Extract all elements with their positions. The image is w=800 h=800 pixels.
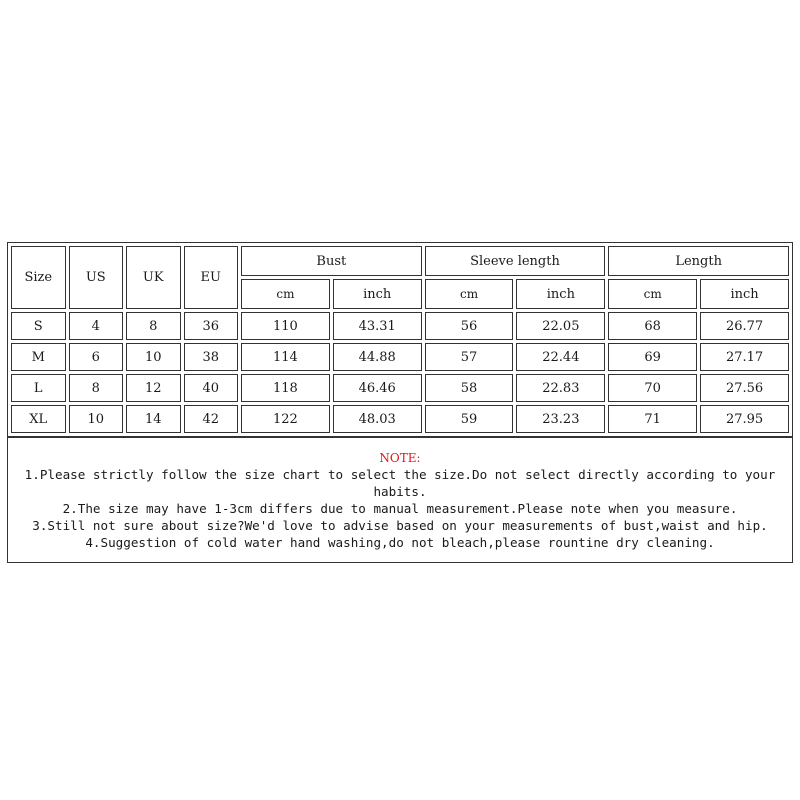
length-inch-cell: 27.56 [700,374,789,402]
length-inch-header: inch [700,279,789,309]
bust-inch-cell: 48.03 [333,405,422,433]
length-cm-cell: 70 [608,374,697,402]
note-line-1: 1.Please strictly follow the size chart to select the size.Do not select directly according to your habits. [24,467,776,499]
sleeve-inch-cell: 22.44 [516,343,605,371]
sleeve-inch-header: inch [516,279,605,309]
us-cell: 4 [69,312,124,340]
length-cm-cell: 71 [608,405,697,433]
sleeve-cm-cell: 57 [425,343,514,371]
eu-cell: 36 [184,312,239,340]
sleeve-header: Sleeve length [425,246,606,276]
uk-cell: 8 [126,312,181,340]
sleeve-inch-cell: 22.05 [516,312,605,340]
uk-cell: 14 [126,405,181,433]
length-cm-cell: 68 [608,312,697,340]
sleeve-cm-cell: 59 [425,405,514,433]
eu-cell: 42 [184,405,239,433]
bust-inch-cell: 46.46 [333,374,422,402]
length-cm-header: cm [608,279,697,309]
us-header: US [69,246,124,309]
size-header: Size [11,246,66,309]
bust-inch-cell: 43.31 [333,312,422,340]
uk-header: UK [126,246,181,309]
note-line-4: 4.Suggestion of cold water hand washing,do not bleach,please rountine dry cleaning. [85,535,715,550]
note-title: NOTE: [379,451,421,465]
sleeve-cm-cell: 58 [425,374,514,402]
us-cell: 10 [69,405,124,433]
note-line-3: 3.Still not sure about size?We'd love to advise based on your measurements of bust,waist and hip. [32,518,768,533]
us-cell: 6 [69,343,124,371]
bust-cm-cell: 118 [241,374,330,402]
note-line-2: 2.The size may have 1-3cm differs due to manual measurement.Please note when you measure. [62,501,738,516]
header-row-top [11,246,789,276]
length-cm-cell: 69 [608,343,697,371]
uk-cell: 10 [126,343,181,371]
uk-cell: 12 [126,374,181,402]
length-inch-cell: 27.17 [700,343,789,371]
table-row [11,343,789,371]
sleeve-cm-cell: 56 [425,312,514,340]
bust-cm-cell: 110 [241,312,330,340]
sleeve-inch-cell: 23.23 [516,405,605,433]
bust-cm-header: cm [241,279,330,309]
size-chart [7,242,793,563]
us-cell: 8 [69,374,124,402]
notes-box [7,437,793,563]
size-cell: L [11,374,66,402]
length-header: Length [608,246,789,276]
table-row [11,312,789,340]
size-cell: M [11,343,66,371]
sleeve-inch-cell: 22.83 [516,374,605,402]
bust-inch-cell: 44.88 [333,343,422,371]
bust-cm-cell: 122 [241,405,330,433]
bust-inch-header: inch [333,279,422,309]
size-table [7,242,793,437]
length-inch-cell: 27.95 [700,405,789,433]
eu-header: EU [184,246,239,309]
eu-cell: 40 [184,374,239,402]
length-inch-cell: 26.77 [700,312,789,340]
bust-cm-cell: 114 [241,343,330,371]
size-cell: S [11,312,66,340]
sleeve-cm-header: cm [425,279,514,309]
size-cell: XL [11,405,66,433]
table-row [11,374,789,402]
eu-cell: 38 [184,343,239,371]
table-row [11,405,789,433]
bust-header: Bust [241,246,422,276]
